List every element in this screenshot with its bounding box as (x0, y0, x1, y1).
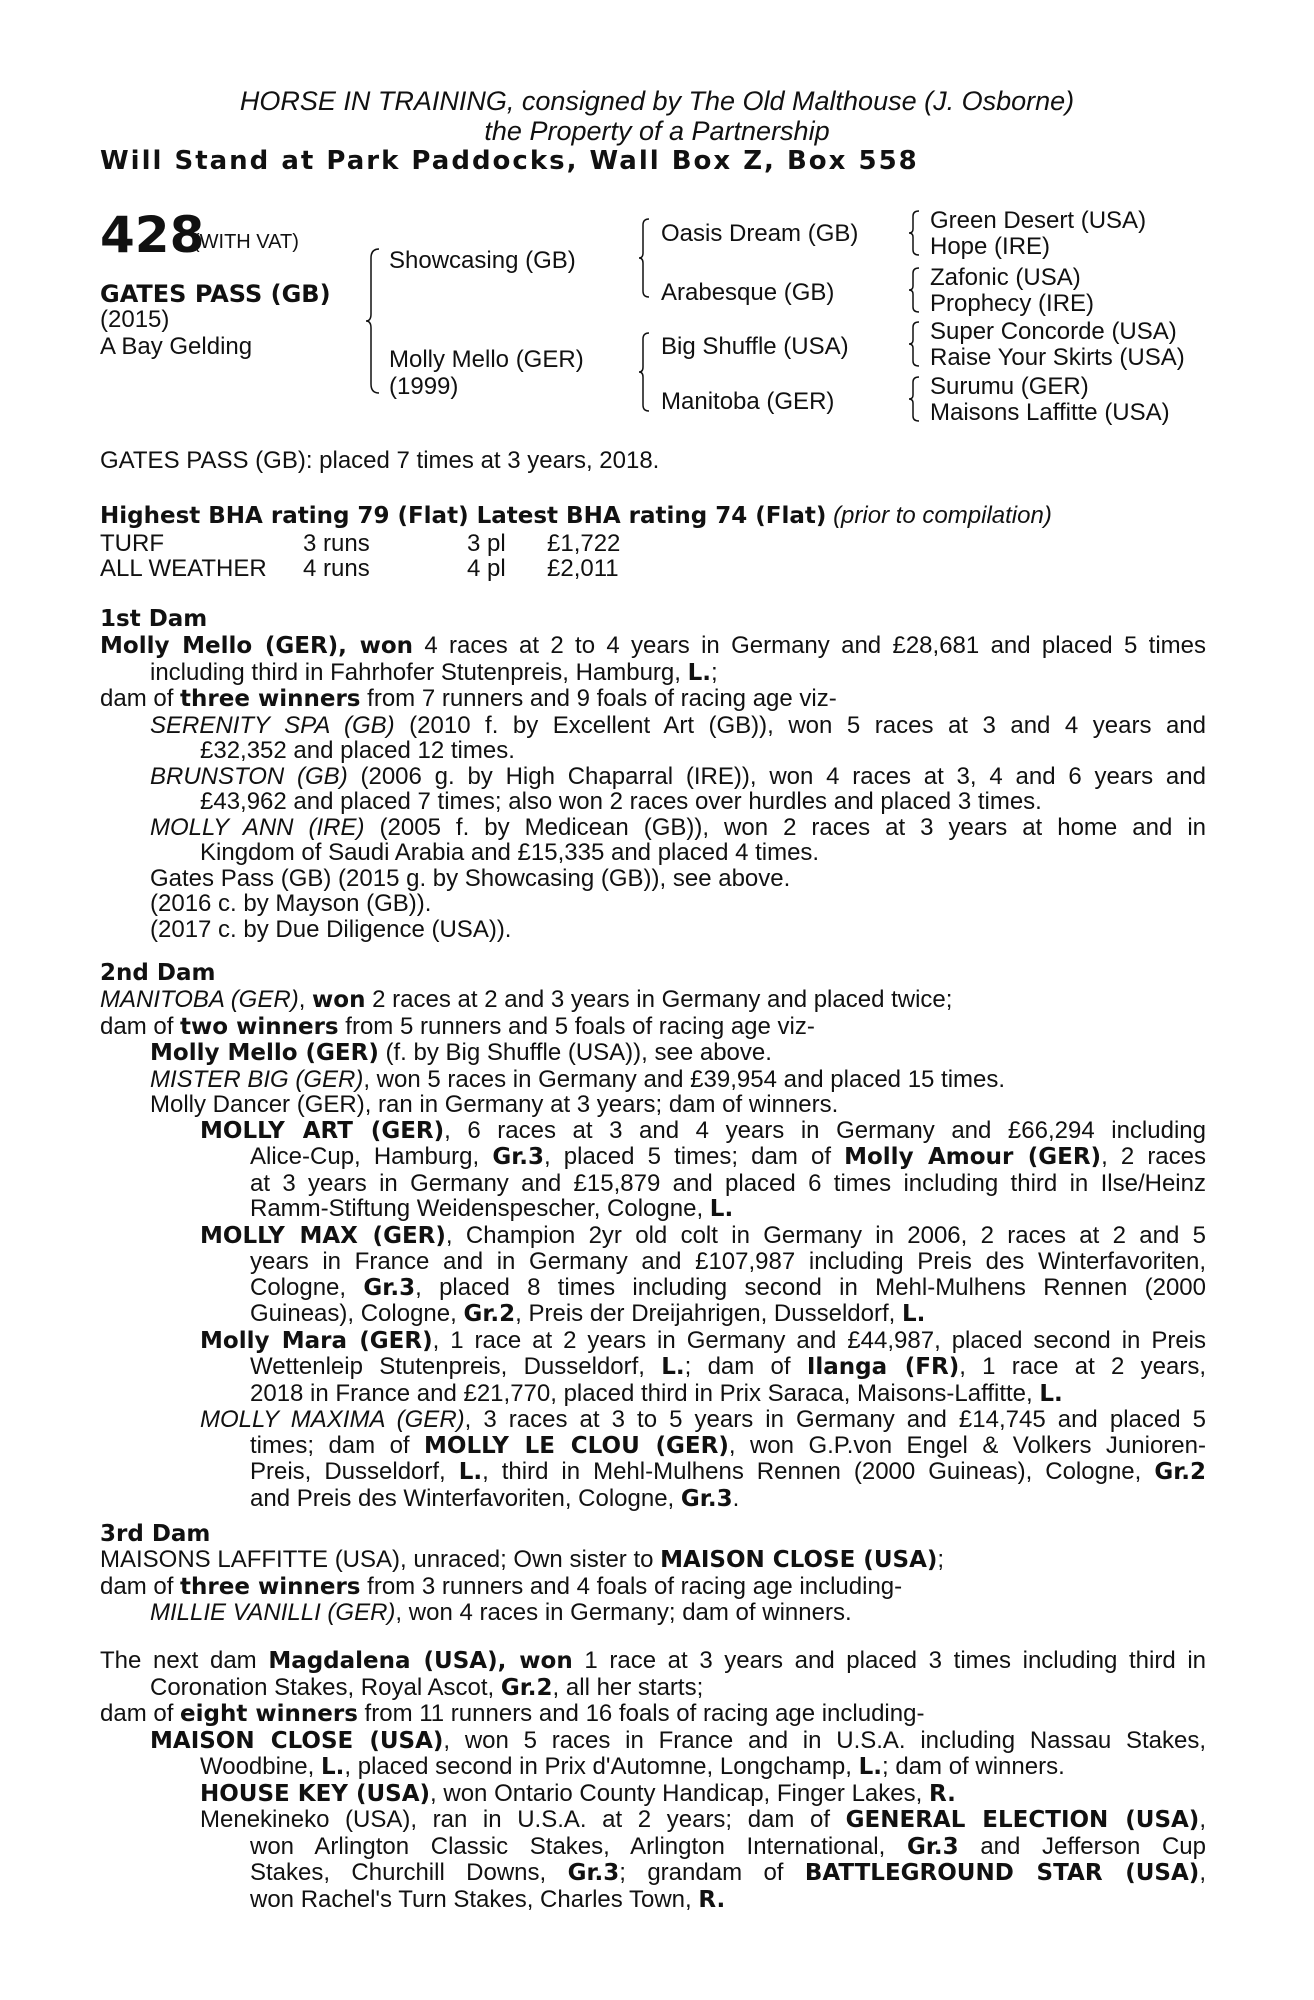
progeny-name: GENERAL ELECTION (USA) (845, 1807, 1200, 1833)
text-line (100, 1067, 1206, 1093)
progeny-name: Ilanga (FR) (806, 1354, 960, 1380)
text: won (312, 987, 366, 1013)
text-line (100, 1648, 1206, 1675)
text-line (100, 1014, 1206, 1041)
gg-dam-2: Prophecy (IRE) (930, 290, 1095, 317)
second-dam-section (100, 987, 1206, 1512)
text-line: £32,352 and placed 12 times. (200, 737, 515, 764)
text: Alice-Cup, Hamburg, (250, 1143, 493, 1170)
race-grade: Gr.3 (492, 1144, 544, 1170)
text-line (100, 1118, 1206, 1145)
text-line: years in France and in Germany and £107,987 including Preis des Winterfavoriten, (250, 1248, 1206, 1275)
text: Menekineko (USA), ran in U.S.A. at 2 years; dam of (200, 1806, 846, 1833)
race-grade: L. (858, 1754, 883, 1780)
text: from 5 runners and 5 foals of racing age viz- (338, 1012, 815, 1040)
pedigree-brace-g3 (908, 321, 920, 367)
ratings-placed: 3 pl (467, 530, 506, 557)
race-grade: L. (709, 1196, 734, 1222)
pedigree-brace-main (365, 248, 381, 394)
text-line (100, 1196, 1206, 1223)
pedigree-brace-dam (638, 332, 650, 412)
text: (2006 g. by High Chaparral (IRE)), won 4 races at 3, 4 and 6 years and (347, 762, 1206, 790)
text-line (100, 1600, 1206, 1626)
text: Guineas), Cologne, (250, 1300, 464, 1327)
property-line: the Property of a Partnership (484, 116, 830, 146)
text-line (100, 1459, 1206, 1486)
text: , placed second in Prix d'Automne, Longchamp, (344, 1753, 859, 1780)
text: , won 5 races in France and in U.S.A. including Nassau Stakes, (443, 1726, 1206, 1754)
text: The next dam (100, 1647, 269, 1674)
text-line (100, 1407, 1206, 1433)
text-line (100, 1433, 1206, 1460)
text: , 2 races (1101, 1143, 1206, 1170)
foaling-year: (2015) (100, 306, 170, 333)
text-line (100, 1144, 1206, 1171)
race-grade: Gr.3 (680, 1485, 733, 1512)
text: MAISONS LAFFITTE (USA), unraced; Own sister to (100, 1546, 661, 1573)
race-grade: L. (687, 659, 712, 686)
pedigree-brace-g2 (908, 267, 920, 313)
text-line (100, 686, 1206, 713)
ratings-surface: TURF (100, 530, 164, 557)
ratings-surface: ALL WEATHER (100, 555, 267, 582)
text: , won G.P.von Engel & Volkers Junioren- (728, 1431, 1206, 1459)
text: Ramm-Stiftung Weidenspescher, Cologne, (250, 1195, 710, 1222)
text: 1 race at 3 years and placed 3 times including third in (572, 1647, 1206, 1674)
dam-name: Molly Mello (GER) (389, 346, 584, 373)
text-line (100, 815, 1206, 841)
text: , all her starts; (552, 1673, 704, 1701)
progeny-name: MOLLY MAX (GER) (200, 1222, 446, 1249)
sire-dam: Arabesque (GB) (661, 279, 835, 306)
text-line (100, 1547, 1206, 1574)
dam-year: (1999) (389, 373, 459, 400)
text-line (100, 660, 1206, 687)
text: 2018 in France and £21,770, placed third in Prix Saraca, Maisons-Laffitte, (250, 1379, 1040, 1407)
text-line (100, 1486, 1206, 1513)
progeny-name: HOUSE KEY (USA) (200, 1780, 431, 1807)
text: , (1199, 1859, 1206, 1886)
pedigree-brace-g1 (908, 210, 920, 256)
text-line: at 3 years in Germany and £15,879 and placed 6 times including third in Ilse/Heinz (250, 1169, 1206, 1197)
text: ; (937, 1546, 945, 1573)
progeny-name: SERENITY SPA (GB) (150, 711, 395, 739)
text-line (100, 1728, 1206, 1755)
dam-dam: Manitoba (GER) (661, 388, 835, 415)
text: , placed 5 times; dam of (544, 1143, 845, 1170)
text: Preis, Dusseldorf, (250, 1458, 459, 1485)
pedigree-brace-g4 (908, 376, 920, 422)
text: , won Ontario County Handicap, Finger Lakes, (430, 1779, 929, 1807)
third-dam-section (100, 1547, 1206, 1626)
text-line (100, 1275, 1206, 1302)
text-line: (2016 c. by Mayson (GB)). (150, 890, 432, 917)
text-line (100, 713, 1206, 739)
text-line: £43,962 and placed 7 times; also won 2 races over hurdles and placed 3 times. (200, 788, 1042, 815)
text: dam of (100, 1572, 181, 1600)
text: ; (711, 658, 718, 686)
text: , won 5 races in Germany and £39,954 and placed 15 times. (363, 1065, 1006, 1093)
progeny-name: MOLLY MAXIMA (GER) (200, 1406, 465, 1433)
progeny-name: BATTLEGROUND STAR (USA) (804, 1860, 1200, 1886)
ratings-runs: 3 runs (303, 530, 370, 557)
horse-description: A Bay Gelding (100, 333, 253, 360)
ratings-line (100, 503, 1052, 529)
gg-sire-2: Zafonic (USA) (930, 264, 1081, 291)
sire-sire: Oasis Dream (GB) (661, 220, 859, 247)
first-dam-heading: 1st Dam (100, 606, 208, 632)
text: , third in Mehl-Mulhens Rennen (2000 Guineas), Cologne, (482, 1458, 1155, 1485)
text: from 7 runners and 9 foals of racing age viz- (360, 685, 837, 712)
text-line (100, 1675, 1206, 1702)
next-dam-section (100, 1648, 1206, 1913)
ratings-money: £2,011 (547, 555, 619, 582)
progeny-name: Molly Mara (GER) (200, 1327, 433, 1354)
text-line (100, 1223, 1206, 1250)
race-grade: L. (901, 1301, 926, 1327)
text-line (100, 1834, 1206, 1861)
gg-dam-1: Hope (IRE) (930, 233, 1051, 260)
race-grade: Gr.2 (1154, 1459, 1206, 1485)
dam-name: Molly Mello (GER), won (100, 633, 413, 659)
race-grade: Gr.3 (567, 1860, 620, 1886)
text: (2010 f. by Excellent Art (GB)), won 5 races at 3 and 4 years and (394, 711, 1207, 739)
race-grade: L. (661, 1354, 685, 1380)
progeny-name: BRUNSTON (GB) (150, 762, 348, 790)
text-line (100, 987, 1206, 1014)
text: won Rachel's Turn Stakes, Charles Town, (250, 1885, 699, 1913)
text-line: Gates Pass (GB) (2015 g. by Showcasing (GB)), see above. (150, 864, 791, 892)
text-line (100, 1040, 1206, 1067)
text-line (100, 1781, 1206, 1808)
race-summary: GATES PASS (GB): placed 7 times at 3 years, 2018. (100, 447, 660, 474)
race-grade: R. (928, 1780, 956, 1807)
text: ; dam of (684, 1353, 807, 1380)
winners-count: two winners (180, 1013, 339, 1040)
dam-name: Magdalena (USA), won (268, 1648, 573, 1674)
text: ; dam of winners. (882, 1753, 1065, 1780)
text: including third in Fahrhofer Stutenpreis, Hamburg, (150, 658, 688, 686)
text: 4 races at 2 to 4 years in Germany and £28,681 and placed 5 times (413, 632, 1207, 659)
winners-count: three winners (180, 1573, 361, 1600)
text: (2005 f. by Medicean (GB)), won 2 races at 3 years at home and in (364, 813, 1207, 841)
text: Woodbine, (200, 1753, 321, 1780)
text: (f. by Big Shuffle (USA)), see above. (378, 1039, 772, 1066)
text: 2 races at 2 and 3 years in Germany and placed twice; (365, 986, 953, 1013)
race-grade: L. (458, 1459, 483, 1485)
text: , won 4 races in Germany; dam of winners. (395, 1599, 852, 1626)
winners-count: three winners (180, 686, 361, 712)
text: , Preis der Dreijahrigen, Dusseldorf, (515, 1300, 902, 1327)
text-line (100, 1301, 1206, 1328)
text: Cologne, (250, 1273, 364, 1301)
text: ; grandam of (619, 1859, 805, 1886)
text: times; dam of (250, 1431, 425, 1459)
text-line (100, 1701, 1206, 1728)
race-grade: Gr.2 (500, 1674, 553, 1701)
text: . (732, 1484, 740, 1512)
text: , 1 race at 2 years in Germany and £44,987, placed second in Preis (432, 1326, 1207, 1354)
race-grade: Gr.3 (906, 1833, 959, 1860)
progeny-name: MOLLY LE CLOU (GER) (424, 1432, 729, 1459)
second-dam-heading: 2nd Dam (100, 960, 216, 986)
vat-note: (WITH VAT) (193, 231, 299, 253)
first-dam-section (100, 633, 1206, 942)
lot-number: 428 (100, 206, 205, 264)
race-grade: L. (320, 1754, 345, 1780)
text: , 3 races at 3 to 5 years in Germany and £14,745 and placed 5 (464, 1406, 1206, 1433)
dam-name: MANITOBA (GER) (100, 986, 299, 1013)
progeny-name: MOLLY ANN (IRE) (150, 813, 365, 841)
text-line (100, 1754, 1206, 1781)
text-line (100, 1574, 1206, 1601)
text-line (100, 1887, 1206, 1914)
text: , 6 races at 3 and 4 years in Germany and £66,294 including (444, 1116, 1206, 1144)
dam-sire: Big Shuffle (USA) (661, 333, 849, 360)
race-grade: Gr.2 (463, 1301, 516, 1327)
text: , (298, 986, 313, 1013)
relative-name: MAISON CLOSE (USA) (660, 1547, 938, 1573)
progeny-name: Molly Amour (GER) (844, 1144, 1102, 1170)
consignor-line: HORSE IN TRAINING, consigned by The Old Malthouse (J. Osborne) (239, 86, 1075, 116)
sire-name: Showcasing (GB) (389, 247, 576, 274)
progeny-name: MOLLY ART (GER) (200, 1117, 445, 1144)
text: dam of (100, 685, 181, 712)
pedigree-brace-sire (638, 218, 650, 298)
progeny-name: MAISON CLOSE (USA) (150, 1727, 444, 1754)
text: won Arlington Classic Stakes, Arlington International, (250, 1832, 907, 1860)
bha-ratings: Highest BHA rating 79 (Flat) Latest BHA rating 74 (Flat) (100, 503, 827, 529)
progeny-name: Molly Mello (GER) (150, 1040, 379, 1066)
race-grade: L. (1039, 1380, 1063, 1407)
ratings-placed: 4 pl (467, 555, 506, 582)
ratings-note: (prior to compilation) (833, 502, 1052, 529)
text-line (100, 633, 1206, 660)
text-line: Kingdom of Saudi Arabia and £15,335 and placed 4 times. (200, 839, 820, 866)
progeny-name: MISTER BIG (GER) (150, 1065, 364, 1093)
ratings-runs: 4 runs (303, 555, 370, 582)
text: from 11 runners and 16 foals of racing age including- (357, 1700, 925, 1727)
text: , placed 8 times including second in Mehl-Mulhens Rennen (2000 (415, 1273, 1206, 1301)
text: from 3 runners and 4 foals of racing age including- (360, 1572, 903, 1600)
text: dam of (100, 1700, 181, 1727)
text-line (100, 1354, 1206, 1381)
ratings-money: £1,722 (547, 530, 621, 557)
gg-dam-3: Raise Your Skirts (USA) (930, 344, 1185, 371)
text: and Jefferson Cup (958, 1832, 1207, 1860)
gg-sire-4: Surumu (GER) (930, 373, 1089, 400)
text: , 1 race at 2 years, (959, 1353, 1207, 1380)
winners-count: eight winners (180, 1701, 358, 1727)
race-grade: R. (698, 1886, 726, 1913)
text: Stakes, Churchill Downs, (250, 1859, 568, 1886)
text: , (1199, 1806, 1206, 1833)
horse-name: GATES PASS (GB) (100, 280, 331, 308)
gg-sire-1: Green Desert (USA) (930, 207, 1147, 234)
text: dam of (100, 1012, 181, 1040)
text-line (100, 1860, 1206, 1887)
text: , Champion 2yr old colt in Germany in 2006, 2 races at 2 and 5 (445, 1221, 1206, 1249)
third-dam-heading: 3rd Dam (100, 1521, 211, 1547)
text-line (100, 1381, 1206, 1408)
text: Coronation Stakes, Royal Ascot, (150, 1673, 501, 1701)
race-grade: Gr.3 (363, 1274, 416, 1301)
text-line (100, 1807, 1206, 1834)
text: Wettenleip Stutenpreis, Dusseldorf, (250, 1353, 662, 1380)
progeny-name: MILLIE VANILLI (GER) (150, 1599, 396, 1626)
stable-location: Will Stand at Park Paddocks, Wall Box Z, Box 558 (100, 146, 919, 176)
gg-dam-4: Maisons Laffitte (USA) (930, 399, 1170, 426)
gg-sire-3: Super Concorde (USA) (930, 318, 1177, 345)
text: and Preis des Winterfavoriten, Cologne, (250, 1484, 681, 1512)
text-line: Molly Dancer (GER), ran in Germany at 3 years; dam of winners. (150, 1091, 839, 1118)
text-line: (2017 c. by Due Diligence (USA)). (150, 915, 512, 943)
text-line (100, 764, 1206, 790)
text-line (100, 1328, 1206, 1355)
